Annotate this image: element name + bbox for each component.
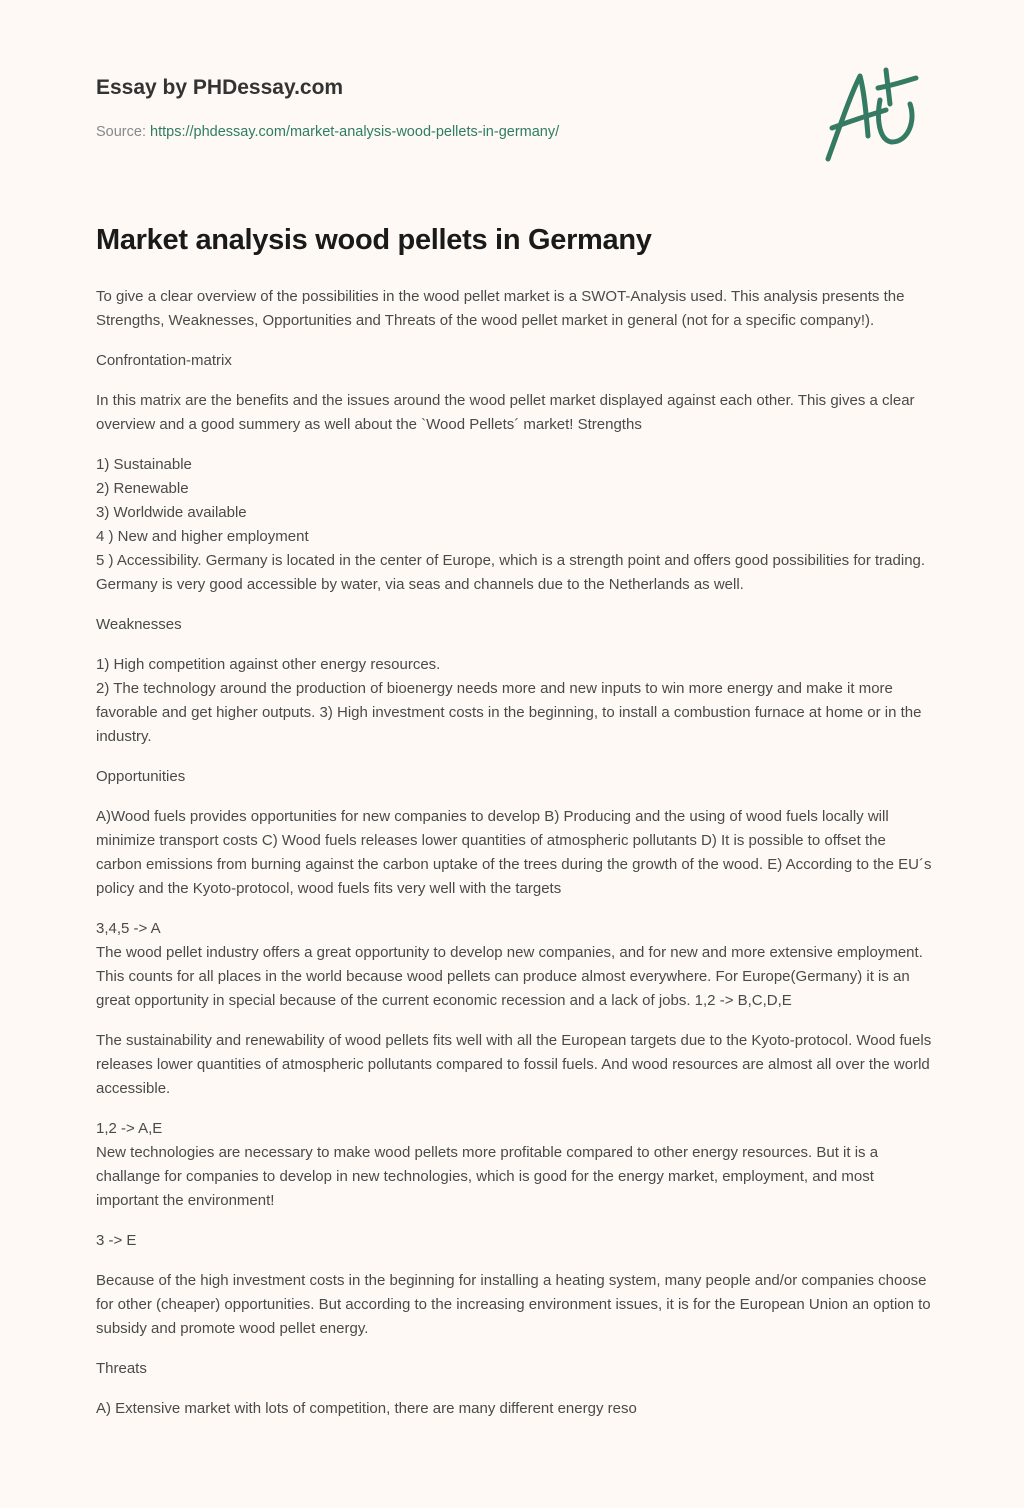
source-label: Source: [96, 124, 146, 140]
essay-paragraph [96, 653, 932, 749]
paragraph-line: 2) The technology around the production of bioenergy needs more and new inputs to win more energy and make it more favorable and get higher outputs. 3) High investment costs in the beginning, to install a combustion furnace at home or in the industry. [96, 680, 922, 745]
page-title: Market analysis wood pellets in Germany [96, 224, 652, 256]
paragraph-line: Opportunities [96, 768, 186, 785]
source-link[interactable]: https://phdessay.com/market-analysis-wood-pellets-in-germany/ [150, 124, 560, 140]
essay-paragraph [96, 1029, 932, 1101]
site-brand: Essay by PHDessay.com [96, 76, 344, 99]
essay-paragraph [96, 1357, 932, 1381]
paragraph-line: The sustainability and renewability of wood pellets fits well with all the European targets due to the Kyoto-protocol. Wood fuels releases lower quantities of atmospheric pollutants compared to fossil fuels. And wood resources are almost all over the world accessible. [96, 1032, 932, 1097]
essay-paragraph [96, 453, 932, 597]
essay-paragraph [96, 1117, 932, 1213]
paragraph-line: A)Wood fuels provides opportunities for new companies to develop B) Producing and the using of wood fuels locally will minimize transport costs C) Wood fuels releases lower quantities of atmospheric pollutants D) It is possible to offset the carbon emissions from burning against the carbon uptake of the trees during the growth of the wood. E) According to the EU´s policy and the Kyoto-protocol, wood fuels fits very well with the targets [96, 808, 932, 897]
essay-paragraph [96, 1269, 932, 1341]
paragraph-line: In this matrix are the benefits and the issues around the wood pellet market displayed against each other. This gives a clear overview and a good summery as well about the `Wood Pellets´ market! Strengths [96, 392, 915, 433]
paragraph-line: A) Extensive market with lots of competition, there are many different energy reso [96, 1400, 637, 1417]
essay-paragraph [96, 285, 932, 333]
essay-paragraph [96, 349, 932, 373]
paragraph-line: Weaknesses [96, 616, 182, 633]
paragraph-line: 3 -> E [96, 1232, 137, 1249]
essay-paragraph [96, 765, 932, 789]
paragraph-line: 1,2 -> A,E [96, 1120, 163, 1137]
paragraph-line: Threats [96, 1360, 147, 1377]
essay-paragraph [96, 1229, 932, 1253]
paragraph-line: 1) Sustainable [96, 456, 192, 473]
paragraph-line: 2) Renewable [96, 480, 189, 497]
paragraph-line: 4 ) New and higher employment [96, 528, 309, 545]
a-plus-logo-icon [818, 66, 928, 166]
paragraph-line: 3) Worldwide available [96, 504, 247, 521]
paragraph-line: Confrontation-matrix [96, 352, 232, 369]
essay-paragraph [96, 613, 932, 637]
essay-paragraph [96, 389, 932, 437]
paragraph-line: Because of the high investment costs in the beginning for installing a heating system, many people and/or companies choose for other (cheaper) opportunities. But according to the increasing environment issues, it is for the European Union an option to subsidy and promote wood pellet energy. [96, 1272, 931, 1337]
paragraph-line: 3,4,5 -> A [96, 920, 161, 937]
paragraph-line: 5 ) Accessibility. Germany is located in the center of Europe, which is a strength point and offers good possibilities for trading. Germany is very good accessible by water, via seas and channels due to the Netherlands as well. [96, 552, 926, 593]
paragraph-line: The wood pellet industry offers a great opportunity to develop new companies, and for new and more extensive employment. This counts for all places in the world because wood pellets can produce almost everywhere. For Europe(Germany) it is an great opportunity in special because of the current economic recession and a lack of jobs. 1,2 -> B,C,D,E [96, 944, 923, 1009]
essay-paragraph [96, 805, 932, 901]
essay-body [96, 285, 932, 1437]
paragraph-line: To give a clear overview of the possibilities in the wood pellet market is a SWOT-Analysis used. This analysis presents the Strengths, Weaknesses, Opportunities and Threats of the wood pellet market in general (not for a specific company!). [96, 288, 905, 329]
essay-paragraph [96, 1397, 932, 1421]
paragraph-line: 1) High competition against other energy resources. [96, 656, 441, 673]
source-line [96, 124, 559, 140]
paragraph-line: New technologies are necessary to make wood pellets more profitable compared to other energy resources. But it is a challange for companies to develop in new technologies, which is good for the energy market, employment, and most important the environment! [96, 1144, 879, 1209]
essay-paragraph [96, 917, 932, 1013]
